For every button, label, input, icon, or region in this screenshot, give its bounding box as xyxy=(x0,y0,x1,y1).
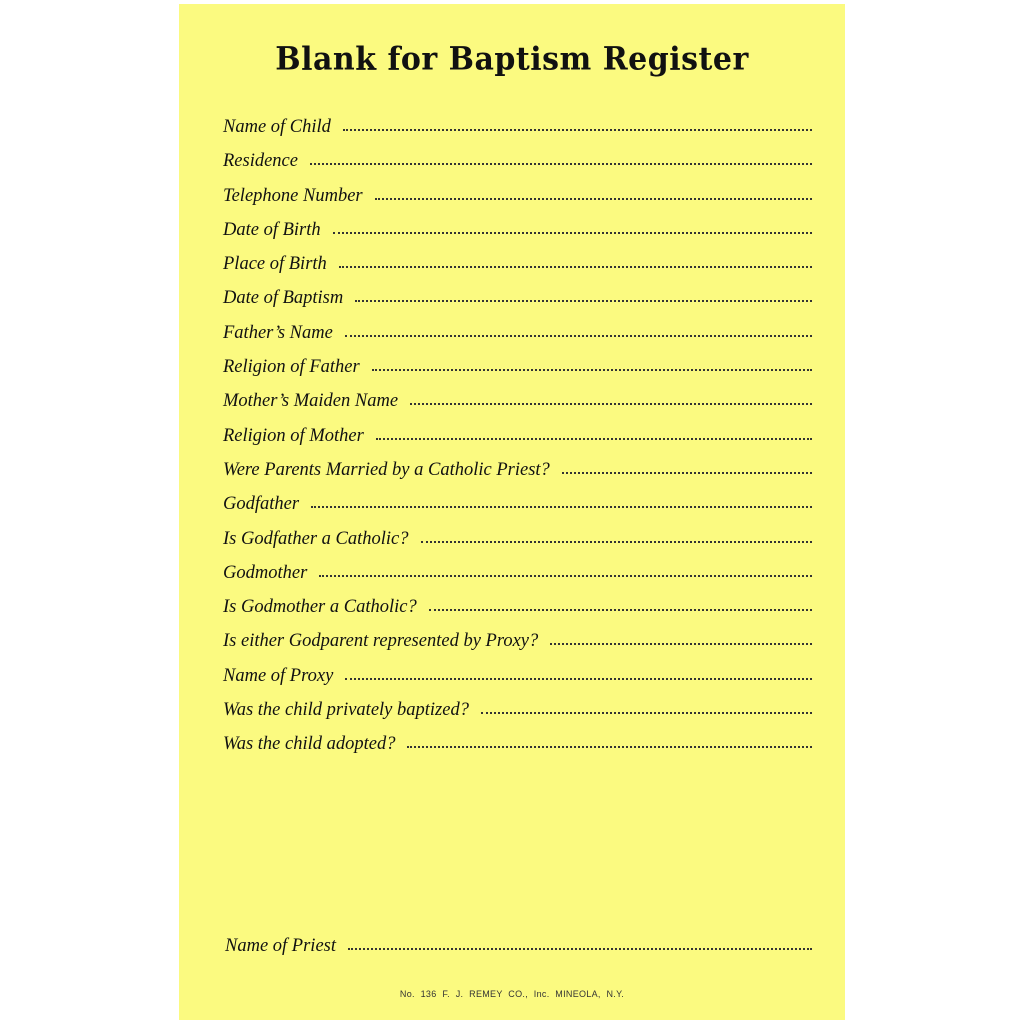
dotted-fill-line[interactable] xyxy=(376,438,812,440)
dotted-fill-line[interactable] xyxy=(562,472,812,474)
dotted-fill-line[interactable] xyxy=(345,335,812,337)
dotted-fill-line[interactable] xyxy=(481,712,812,714)
field-godmother-catholic xyxy=(223,597,812,631)
field-parents-married-by-priest xyxy=(223,460,812,494)
field-label: Date of Birth xyxy=(223,219,321,240)
field-label: Name of Priest xyxy=(225,936,336,956)
dotted-fill-line[interactable] xyxy=(410,403,812,405)
field-mothers-maiden-name xyxy=(223,391,812,425)
field-label: Was the child adopted? xyxy=(223,734,396,755)
field-godmother xyxy=(223,563,812,597)
dotted-fill-line[interactable] xyxy=(348,948,812,950)
form-sheet xyxy=(179,4,845,1020)
dotted-fill-line[interactable] xyxy=(333,232,812,234)
field-label: Religion of Father xyxy=(223,357,360,378)
form-title: Blank for Baptism Register xyxy=(275,41,749,78)
dotted-fill-line[interactable] xyxy=(375,198,812,200)
dotted-fill-line[interactable] xyxy=(429,609,812,611)
field-label: Godmother xyxy=(223,562,308,583)
field-telephone-number xyxy=(223,186,812,220)
field-label: Religion of Mother xyxy=(223,425,364,446)
field-label: Was the child privately baptized? xyxy=(223,700,469,721)
field-label: Is either Godparent represented by Proxy? xyxy=(223,631,539,652)
field-godfather xyxy=(223,494,812,528)
field-label: Residence xyxy=(223,151,298,172)
dotted-fill-line[interactable] xyxy=(407,746,812,748)
field-label: Mother’s Maiden Name xyxy=(223,391,399,412)
field-date-of-baptism xyxy=(223,288,812,322)
field-place-of-birth xyxy=(223,254,812,288)
field-child-adopted xyxy=(223,734,812,768)
dotted-fill-line[interactable] xyxy=(345,678,812,680)
field-label: Date of Baptism xyxy=(223,288,344,309)
field-label: Name of Proxy xyxy=(223,665,334,686)
field-residence xyxy=(223,151,812,185)
form-fields xyxy=(223,117,812,769)
dotted-fill-line[interactable] xyxy=(311,506,812,508)
field-label: Is Godfather a Catholic? xyxy=(223,528,409,549)
field-date-of-birth xyxy=(223,220,812,254)
field-name-of-proxy xyxy=(223,666,812,700)
field-godparent-proxy xyxy=(223,631,812,665)
field-label: Name of Child xyxy=(223,117,331,137)
field-label: Were Parents Married by a Catholic Priest? xyxy=(223,459,550,480)
field-label: Place of Birth xyxy=(223,254,327,275)
dotted-fill-line[interactable] xyxy=(421,541,812,543)
publisher-imprint: No. 136 F. J. REMEY CO., Inc. MINEOLA, N.Y. xyxy=(399,989,625,999)
field-label: Is Godmother a Catholic? xyxy=(223,597,417,618)
field-godfather-catholic xyxy=(223,529,812,563)
dotted-fill-line[interactable] xyxy=(372,369,812,371)
field-name-of-child xyxy=(223,117,812,151)
field-religion-of-mother xyxy=(223,426,812,460)
dotted-fill-line[interactable] xyxy=(343,129,812,131)
dotted-fill-line[interactable] xyxy=(355,300,812,302)
dotted-fill-line[interactable] xyxy=(310,163,812,165)
field-name-of-priest xyxy=(225,936,812,957)
dotted-fill-line[interactable] xyxy=(319,575,812,577)
field-label: Godfather xyxy=(223,494,300,515)
field-fathers-name xyxy=(223,323,812,357)
field-privately-baptized xyxy=(223,700,812,734)
field-religion-of-father xyxy=(223,357,812,391)
field-label: Father’s Name xyxy=(223,322,333,343)
dotted-fill-line[interactable] xyxy=(550,643,812,645)
field-label: Telephone Number xyxy=(223,185,363,206)
dotted-fill-line[interactable] xyxy=(339,266,812,268)
